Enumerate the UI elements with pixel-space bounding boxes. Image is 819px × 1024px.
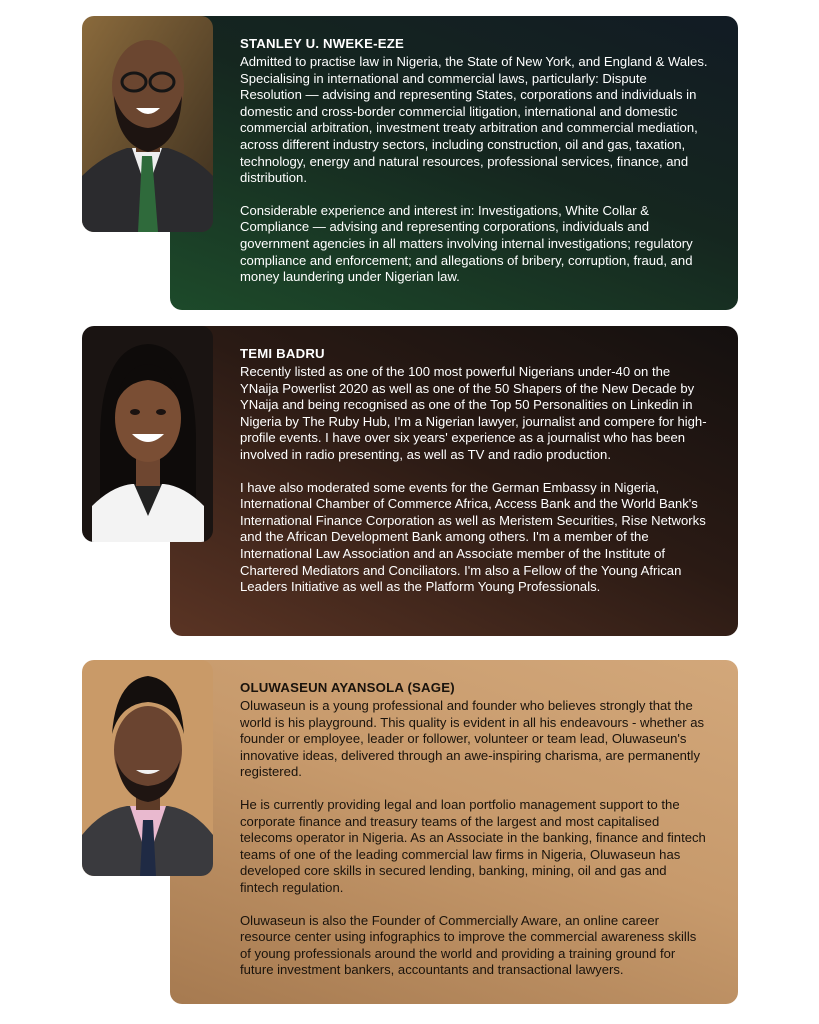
profile-paragraph: I have also moderated some events for the German Embassy in Nigeria, International Chamber of Commerce Africa, Access Bank and the World Bank's International Finance Corporation as well as Meristem Securities, Rise Networks and the African Development Bank among others. I'm a member of the International Law Association and an Associate member of the Institute of Chartered Mediators and Conciliators. I'm also a Fellow of the Young African Leaders Initiative as well as the Platform Young Professionals. (240, 479, 706, 595)
profile-paragraph: Recently listed as one of the 100 most powerful Nigerians under-40 on the YNaija Powerlist 2020 as well as one of the 50 Shapers of the New Decade by YNaija and being recognised as one of the Top 50 Personalities on Linkedin in Nigeria by The Ruby Hub, I'm a Nigerian lawyer, journalist and compere for high-profile events. I have over six years' experience as a journalist who has been involved in radio presenting, as well as TV and radio production. (240, 364, 707, 462)
profile-paragraph: Oluwaseun is a young professional and founder who believes strongly that the world is his playground. This quality is evident in all his endeavours - whether as founder or employee, leader or follower, volunteer or team lead, Oluwaseun's innovative ideas, delivered through an awe-inspiring charisma, are permanently registered. (240, 698, 705, 780)
profile-paragraph: Oluwaseun is also the Founder of Commercially Aware, an online career resource center using infographics to improve the commercial awareness skills of young professionals around the world and providing a training ground for future investment bankers, accountants and transactional lawyers. (240, 912, 697, 978)
profile-photo-temi (82, 326, 213, 542)
profile-photo-stanley (82, 16, 213, 232)
profile-name: STANLEY U. NWEKE-EZE (240, 36, 404, 51)
profile-name: OLUWASEUN AYANSOLA (SAGE) (240, 680, 455, 695)
profile-card-stanley (170, 16, 738, 310)
profile-paragraph: Admitted to practise law in Nigeria, the State of New York, and England & Wales. Specialising in international and commercial laws, particularly: Dispute Resolution — advising and representing States, corporations and individuals in domestic and cross-border commercial litigation, international and domestic commercial arbitration, investment treaty arbitration and commercial mediation, across different industry sectors, including construction, oil and gas, taxation, technology, energy and natural resources, professional services, finance, and distribution. (240, 54, 708, 186)
profile-card-temi (170, 326, 738, 636)
profile-card-oluwaseun (170, 660, 738, 1004)
profile-name: TEMI BADRU (240, 346, 325, 361)
profile-photo-oluwaseun (82, 660, 213, 876)
profile-paragraph: Considerable experience and interest in: Investigations, White Collar & Compliance — advising and representing corporations, individuals and government agencies in all matters involving internal investigations; regulatory compliance and enforcement; and allegations of bribery, corruption, fraud, and money laundering under Nigerian law. (240, 202, 693, 285)
profile-paragraph: He is currently providing legal and loan portfolio management support to the corporate finance and treasury teams of the largest and most capitalised telecoms operator in Nigeria. As an Associate in the banking, finance and fintech teams of one of the leading commercial law firms in Nigeria, Oluwaseun has developed core skills in secured lending, banking, mining, oil and gas and fintech regulation. (240, 796, 706, 895)
